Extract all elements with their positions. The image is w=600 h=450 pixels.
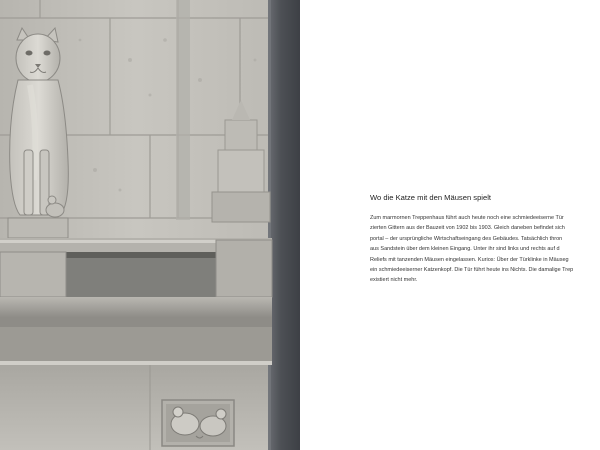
dark-pillar xyxy=(268,0,300,450)
body-line: existiert nicht mehr. xyxy=(370,277,418,284)
body-line: aus Sandstein über dem kleinen Eingang. Unter ihr sind links und rechts auf d xyxy=(370,246,560,253)
body-line: Reliefs mit tanzenden Mäusen eingelassen. Kurios: Über der Türklinke in Mäuseg xyxy=(370,256,569,263)
article-body xyxy=(370,213,600,286)
cat-statue xyxy=(10,28,69,217)
molding-band xyxy=(0,297,272,317)
pilaster xyxy=(176,0,190,220)
article-text xyxy=(370,193,600,286)
article-heading: Wo die Katze mit den Mäusen spielt xyxy=(370,193,491,202)
body-line: ein schmiedeeiserner Katzenkopf. Die Tür führt heute ins Nichts. Die damalige Trep xyxy=(370,267,574,274)
recessed-panel xyxy=(66,252,216,297)
body-line: zierten Gittern aus der Bauzeit von 1902 bis 1903. Gleich daneben befindet sich xyxy=(370,225,565,232)
body-line: portal – der ursprüngliche Wirtschaftseingang des Gebäudes. Tatsächlich thron xyxy=(370,235,563,242)
body-line: Zum marmornen Treppenhaus führt auch heute noch eine schmiedeeiserne Tür xyxy=(370,215,564,221)
cat-plinth xyxy=(8,218,68,238)
mouse-relief xyxy=(162,400,234,446)
